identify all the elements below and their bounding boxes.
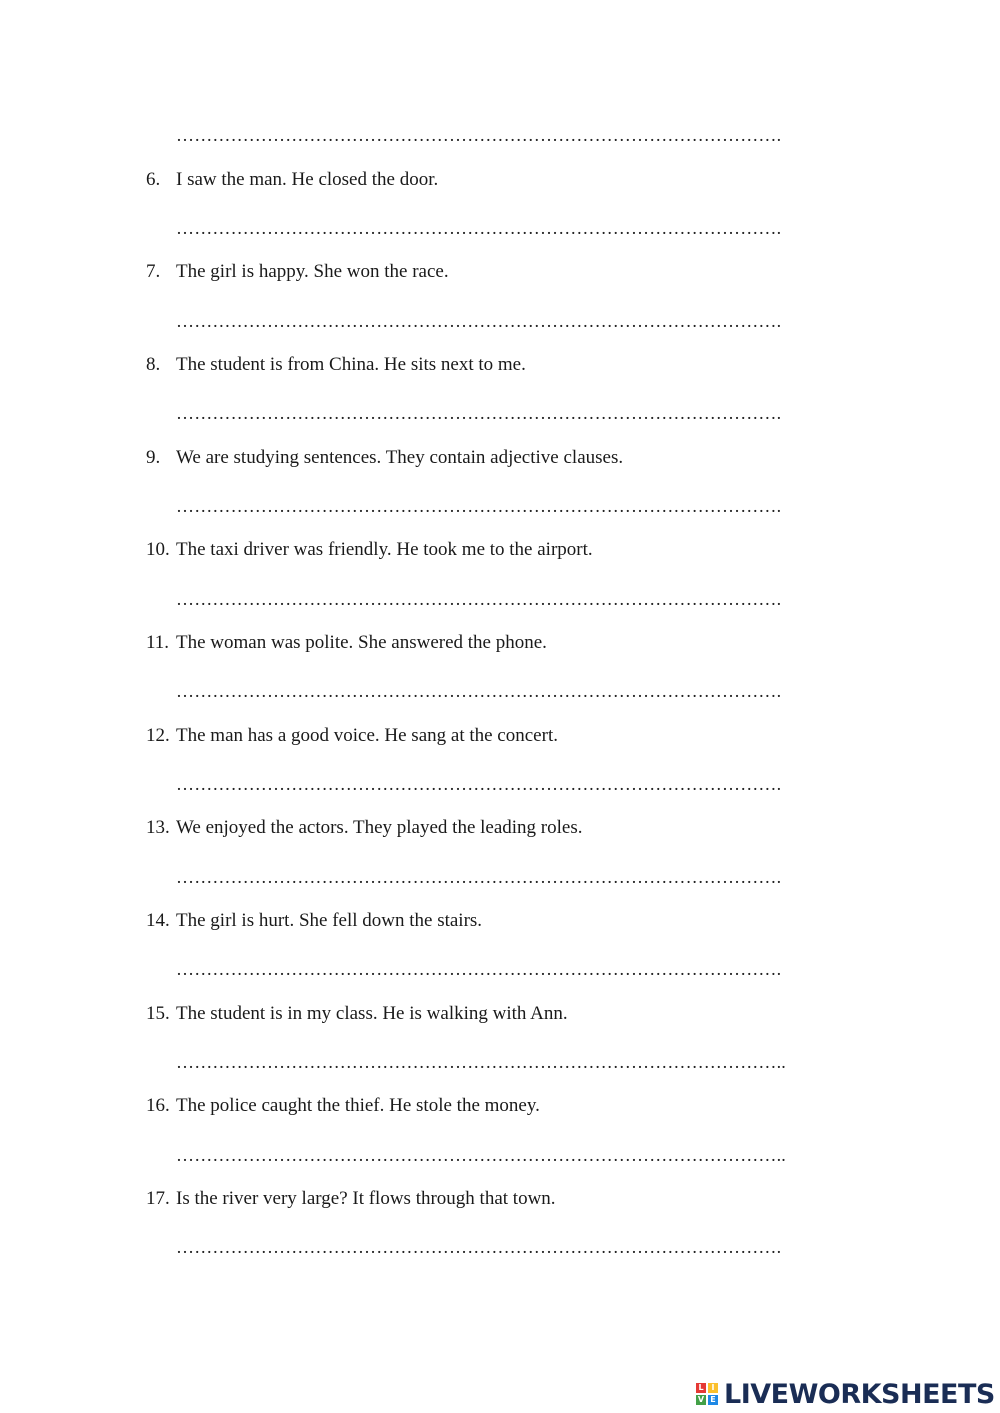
question-number: 6. (146, 169, 161, 190)
answer-line-14[interactable]: ………………………………………………………………………………………. (176, 959, 782, 979)
liveworksheets-logo (696, 1378, 995, 1410)
answer-line-9[interactable]: ………………………………………………………………………………………. (176, 496, 782, 516)
question-text: Is the river very large? It flows through that town. (176, 1188, 556, 1209)
question-number: 15. (146, 1003, 170, 1024)
answer-line-15[interactable]: ……………………………………………………………………………………….. (176, 1052, 786, 1072)
question-14 (146, 909, 482, 933)
answer-line-7[interactable]: ………………………………………………………………………………………. (176, 311, 782, 331)
logo-text: LIVEWORKSHEETS (724, 1378, 995, 1410)
question-8 (146, 353, 526, 377)
question-9 (146, 446, 623, 470)
question-text: I saw the man. He closed the door. (176, 169, 439, 190)
answer-line-12[interactable]: ………………………………………………………………………………………. (176, 774, 782, 794)
question-17 (146, 1187, 556, 1211)
answer-line-16[interactable]: ……………………………………………………………………………………….. (176, 1145, 786, 1165)
question-16 (146, 1094, 540, 1118)
question-number: 14. (146, 910, 170, 931)
question-10 (146, 538, 593, 562)
question-number: 8. (146, 354, 161, 375)
question-text: The taxi driver was friendly. He took me to the airport. (176, 539, 593, 560)
question-text: We enjoyed the actors. They played the leading roles. (176, 817, 583, 838)
question-number: 17. (146, 1188, 170, 1209)
question-number: 12. (146, 725, 170, 746)
question-7 (146, 260, 449, 284)
question-text: The woman was polite. She answered the phone. (176, 632, 547, 653)
question-text: The student is from China. He sits next to me. (176, 354, 526, 375)
question-text: The student is in my class. He is walking with Ann. (176, 1003, 568, 1024)
logo-block: I (708, 1383, 718, 1393)
logo-block: L (696, 1383, 706, 1393)
question-11 (146, 631, 547, 655)
logo-block: V (697, 1395, 705, 1404)
logo-icon (696, 1383, 718, 1405)
question-text: The girl is hurt. She fell down the stairs. (176, 910, 483, 931)
question-number: 13. (146, 817, 170, 838)
question-number: 10. (146, 539, 170, 560)
question-number: 11. (146, 632, 170, 653)
answer-line-5[interactable]: ………………………………………………………………………………………. (176, 125, 782, 145)
question-12 (146, 724, 558, 748)
answer-line-17[interactable]: ………………………………………………………………………………………. (176, 1237, 782, 1257)
question-13 (146, 816, 582, 840)
question-text: The man has a good voice. He sang at the concert. (176, 725, 558, 746)
answer-line-6[interactable]: ………………………………………………………………………………………. (176, 218, 782, 238)
answer-line-8[interactable]: ………………………………………………………………………………………. (176, 403, 782, 423)
question-6 (146, 168, 438, 192)
answer-line-10[interactable]: ………………………………………………………………………………………. (176, 589, 782, 609)
question-text: We are studying sentences. They contain adjective clauses. (176, 447, 624, 468)
question-number: 9. (146, 447, 161, 468)
answer-line-13[interactable]: ………………………………………………………………………………………. (176, 867, 782, 887)
question-number: 7. (146, 261, 161, 282)
logo-block: E (708, 1395, 718, 1405)
question-15 (146, 1002, 568, 1026)
question-number: 16. (146, 1095, 170, 1116)
answer-line-11[interactable]: ………………………………………………………………………………………. (176, 681, 782, 701)
question-text: The girl is happy. She won the race. (176, 261, 449, 282)
question-text: The police caught the thief. He stole the money. (176, 1095, 540, 1116)
